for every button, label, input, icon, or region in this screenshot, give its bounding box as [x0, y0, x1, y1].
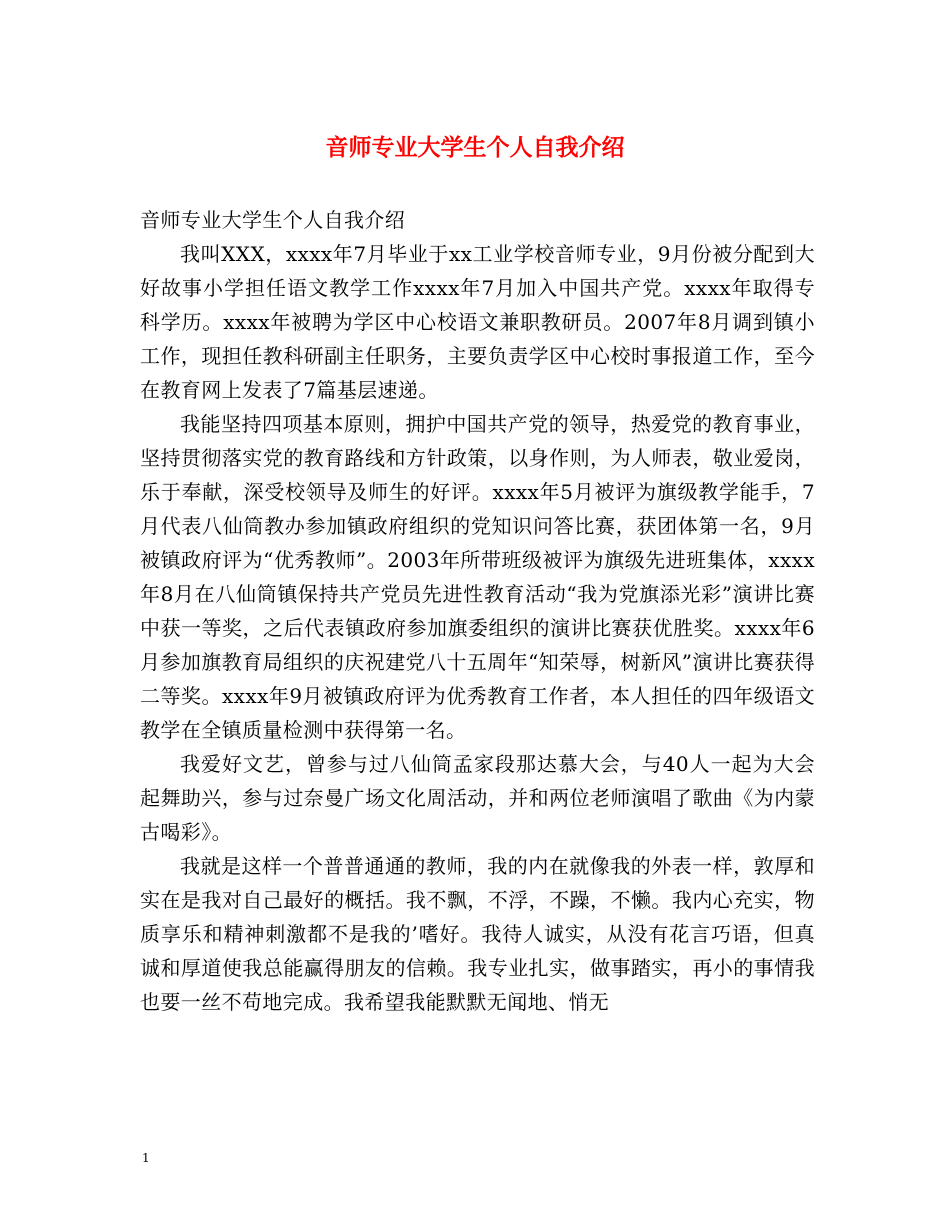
document-subtitle: 音师专业大学生个人自我介绍: [140, 208, 406, 232]
paragraph-intro: 我叫XXX，xxxx年7月毕业于xx工业学校音师专业，9月份被分配到大好故事小学担任语文教学工作xxxx年7月加入中国共产党。xxxx年取得专科学历。xxxx年被聘为学区中心校语文兼职教研员。2007年8月调到镇小工作，现担任教科研副主任职务，主要负责学区中心校时事报道工作，至今在教育网上发表了7篇基层速递。: [140, 242, 815, 402]
paragraph-achievements: 我能坚持四项基本原则，拥护中国共产党的领导，热爱党的教育事业，坚持贯彻落实党的教育路线和方针政策，以身作则，为人师表，敬业爱岗，乐于奉献，深受校领导及师生的好评。xxxx年5月被评为旗级教学能手，7月代表八仙筒教办参加镇政府组织的党知识问答比赛，获团体第一名，9月被镇政府评为“优秀教师”。2003年所带班级被评为旗级先进班集体，xxxx年8月在八仙筒镇保持共产党员先进性教育活动“我为党旗添光彩”演讲比赛中获一等奖，之后代表镇政府参加旗委组织的演讲比赛获优胜奖。xxxx年6月参加旗教育局组织的庆祝建党八十五周年“知荣辱，树新风”演讲比赛获得二等奖。xxxx年9月被镇政府评为优秀教育工作者，本人担任的四年级语文教学在全镇质量检测中获得第一名。: [140, 412, 815, 742]
document-body: [140, 203, 815, 1019]
paragraph-character: 我就是这样一个普普通通的教师，我的内在就像我的外表一样，敦厚和实在是我对自己最好的概括。我不飘，不浮，不躁，不懒。我内心充实，物质享乐和精神刺激都不是我的’嗜好。我待人诚实，从没有花言巧语，但真诚和厚道使我总能赢得朋友的信赖。我专业扎实，做事踏实，再小的事情我也要一丝不苟地完成。我希望我能默默无闻地、悄无: [140, 854, 815, 1014]
document-title: 音师专业大学生个人自我介绍: [325, 135, 625, 161]
page-number: 1: [142, 1151, 150, 1165]
paragraph-hobbies: 我爱好文艺，曾参与过八仙筒孟家段那达慕大会，与40人一起为大会起舞助兴，参与过奈曼广场文化周活动，并和两位老师演唱了歌曲《为内蒙古喝彩》。: [140, 752, 815, 844]
